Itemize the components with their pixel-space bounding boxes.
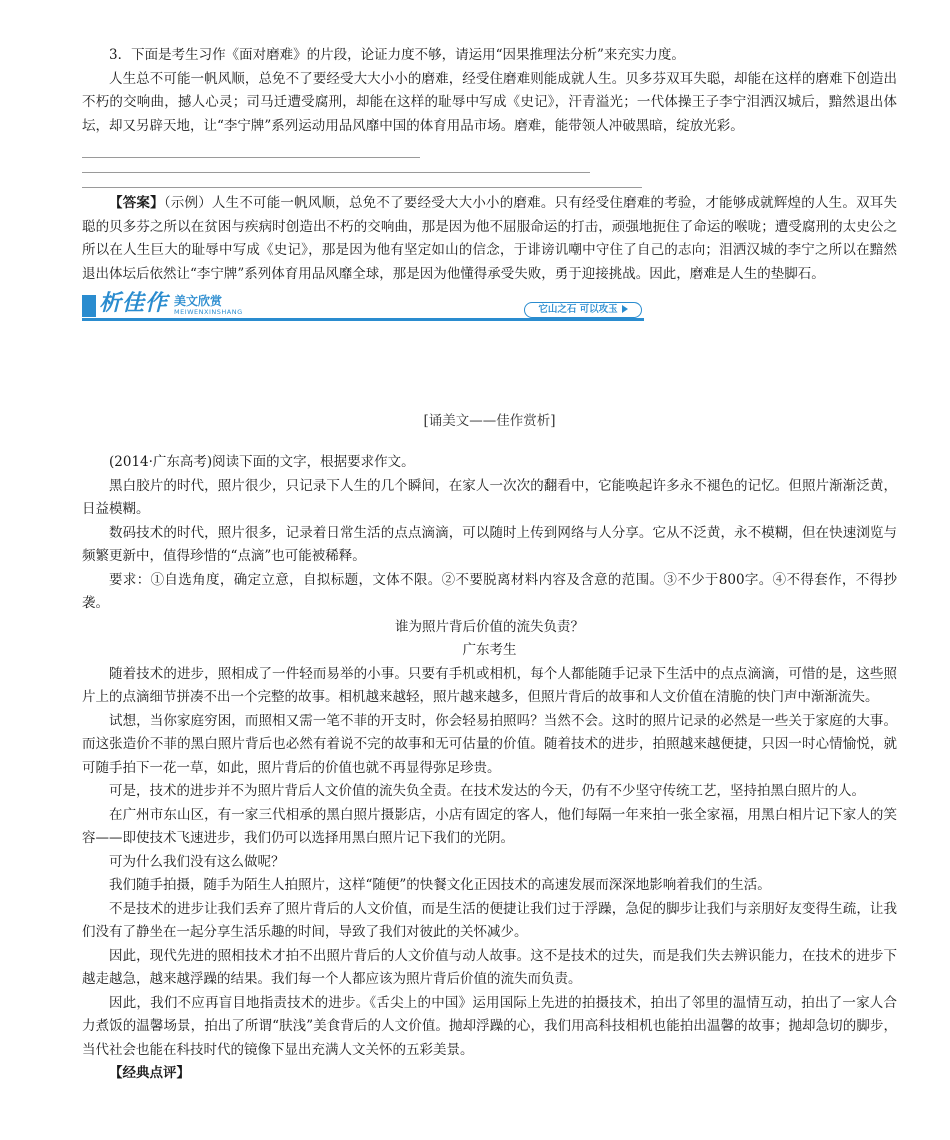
banner-pill: [524, 302, 642, 318]
banner-bar-icon: [82, 295, 96, 317]
essay-paragraph: 可为什么我们没有这么做呢？: [109, 853, 285, 870]
essay-paragraph: 因此，现代先进的照相技术才拍不出照片背后的人文价值与动人故事。这不是技术的过失，而是我们失去辨识能力，在技术的进步下越走越急，越来越浮躁的结果。我们每一个人都应该为照片背后价值的流失而负责。: [82, 947, 897, 987]
essay-paragraph: 因此，我们不应再盲目地指责技术的进步。《舌尖上的中国》运用国际上先进的拍摄技术，拍出了邻里的温情互动，拍出了一家人合力煮饭的温馨场景，拍出了所谓“肤浅”美食背后的人文价值。抛却浮躁的心，我们用高科技相机也能拍出温馨的故事；抛却急切的脚步，当代社会也能在科技时代的镜像下显出充满人文关怀的五彩美景。: [82, 994, 897, 1058]
question-prompt: 3．下面是考生习作《面对磨难》的片段，论证力度不够，请运用“因果推理法分析”来充实力度。: [109, 47, 685, 63]
prompt-intro: (2014·广东高考)阅读下面的文字，根据要求作文。: [109, 454, 415, 470]
banner-logo: 析佳作: [99, 291, 169, 316]
essay-prompt: [82, 451, 897, 1086]
essay-paragraph: 在广州市东山区，有一家三代相承的黑白照片摄影店，小店有固定的客人，他们每隔一年来拍一张全家福，用黑白相片记下家人的笑容——即使技术飞速进步，我们仍可以选择用黑白照片记下我们的光阴。: [82, 806, 897, 846]
essay-author: 广东考生: [462, 642, 517, 658]
banner-pill-text: 它山之石 可以攻玉: [538, 304, 618, 315]
prompt-paragraph: 黑白胶片的时代，照片很少，只记录下人生的几个瞬间，在家人一次次的翻看中，它能唤起许多永不褪色的记忆。但照片渐渐泛黄，日益模糊。: [82, 477, 897, 517]
banner-rule: [82, 318, 644, 321]
essay-paragraph: 试想，当你家庭穷困，而照相又需一笔不菲的开支时，你会轻易拍照吗？当然不会。这时的照片记录的必然是一些关于家庭的大事。而这张造价不菲的黑白照片背后也必然有着说不完的故事和无可估量的价值。随着技术的进步，拍照越来越便捷，只因一时心情愉悦，就可随手拍下一花一草，如此，照片背后的价值也就不再显得弥足珍贵。: [82, 712, 897, 776]
review-label: 【经典点评】: [109, 1065, 190, 1081]
essay-paragraph: 我们随手拍摄，随手为陌生人拍照片，这样“随便”的快餐文化正因技术的高速发展而深深地影响着我们的生活。: [109, 877, 771, 893]
answer-label: 【答案】: [109, 195, 164, 211]
blank-line: [82, 158, 590, 173]
prompt-paragraph: 数码技术的时代，照片很多，记录着日常生活的点点滴滴，可以随时上传到网络与人分享。它从不泛黄，永不模糊，但在快速浏览与频繁更新中，值得珍惜的“点滴”也可能被稀释。: [82, 524, 897, 564]
essay-paragraph: 随着技术的进步，照相成了一件轻而易举的小事。只要有手机或相机，每个人都能随手记录下生活中的点点滴滴，可惜的是，这些照片上的点滴细节拼凑不出一个完整的故事。相机越来越轻，照片越来越多，但照片背后的故事和人文价值在清脆的快门声中渐渐流失。: [82, 665, 897, 705]
answer-blank-lines: [82, 143, 642, 188]
blank-line: [82, 143, 420, 158]
play-arrow-icon: [622, 305, 628, 313]
section-banner: [82, 293, 644, 323]
banner-subtitle: 美文欣赏: [174, 294, 223, 308]
answer-text: （示例）人生不可能一帆风顺，总免不了要经受大大小小的磨难。只有经受住磨难的考验，才能够成就辉煌的人生。双耳失聪的贝多芬之所以在贫困与疾病时创造出不朽的交响曲，那是因为他不屈服命运的打击，顽强地扼住了命运的喉咙；遭受腐刑的太史公之所以在人生巨大的耻辱中写成《史记》，那是因为他有坚定如山的信念，于诽谤讥嘲中守住了自己的志向；泪洒汉城的李宁之所以在黯然退出体坛后依然让“李宁牌”系列体育用品风靡全球，那是因为他懂得承受失败，勇于迎接挑战。因此，磨难是人生的垫脚石。: [82, 195, 898, 282]
prompt-requirements: 要求：①自选角度，确定立意，自拟标题，文体不限。②不要脱离材料内容及含意的范围。③不少于800字。④不得套作，不得抄袭。: [82, 571, 897, 611]
answer-block: [82, 192, 897, 286]
essay-paragraph: 不是技术的进步让我们丢弃了照片背后的人文价值，而是生活的便捷让我们过于浮躁，急促的脚步让我们与亲朋好友变得生疏，让我们没有了静坐在一起分享生活乐趣的时间，导致了我们对彼此的关怀减少。: [82, 900, 897, 940]
question-passage: 人生总不可能一帆风顺，总免不了要经受大大小小的磨难，经受住磨难则能成就人生。贝多芬双耳失聪，却能在这样的磨难下创造出不朽的交响曲，撼人心灵；司马迁遭受腐刑，却能在这样的耻辱中写成《史记》，汗青溢光；一代体操王子李宁泪洒汉城后，黯然退出体坛，却又另辟天地，让“李宁牌”系列运动用品风靡中国的体育用品市场。磨难，能带领人冲破黑暗，绽放光彩。: [82, 70, 897, 134]
banner-pinyin: MEIWENXINSHANG: [174, 308, 243, 316]
essay-title: 谁为照片背后价值的流失负责？: [395, 618, 584, 635]
section-title: [诵美文——佳作赏析]: [423, 413, 556, 429]
blank-line: [82, 173, 642, 188]
essay-paragraph: 可是，技术的进步并不为照片背后人文价值的流失负全责。在技术发达的今天，仍有不少坚守传统工艺，坚持拍黑白照片的人。: [109, 783, 865, 799]
question-3: [82, 44, 897, 138]
